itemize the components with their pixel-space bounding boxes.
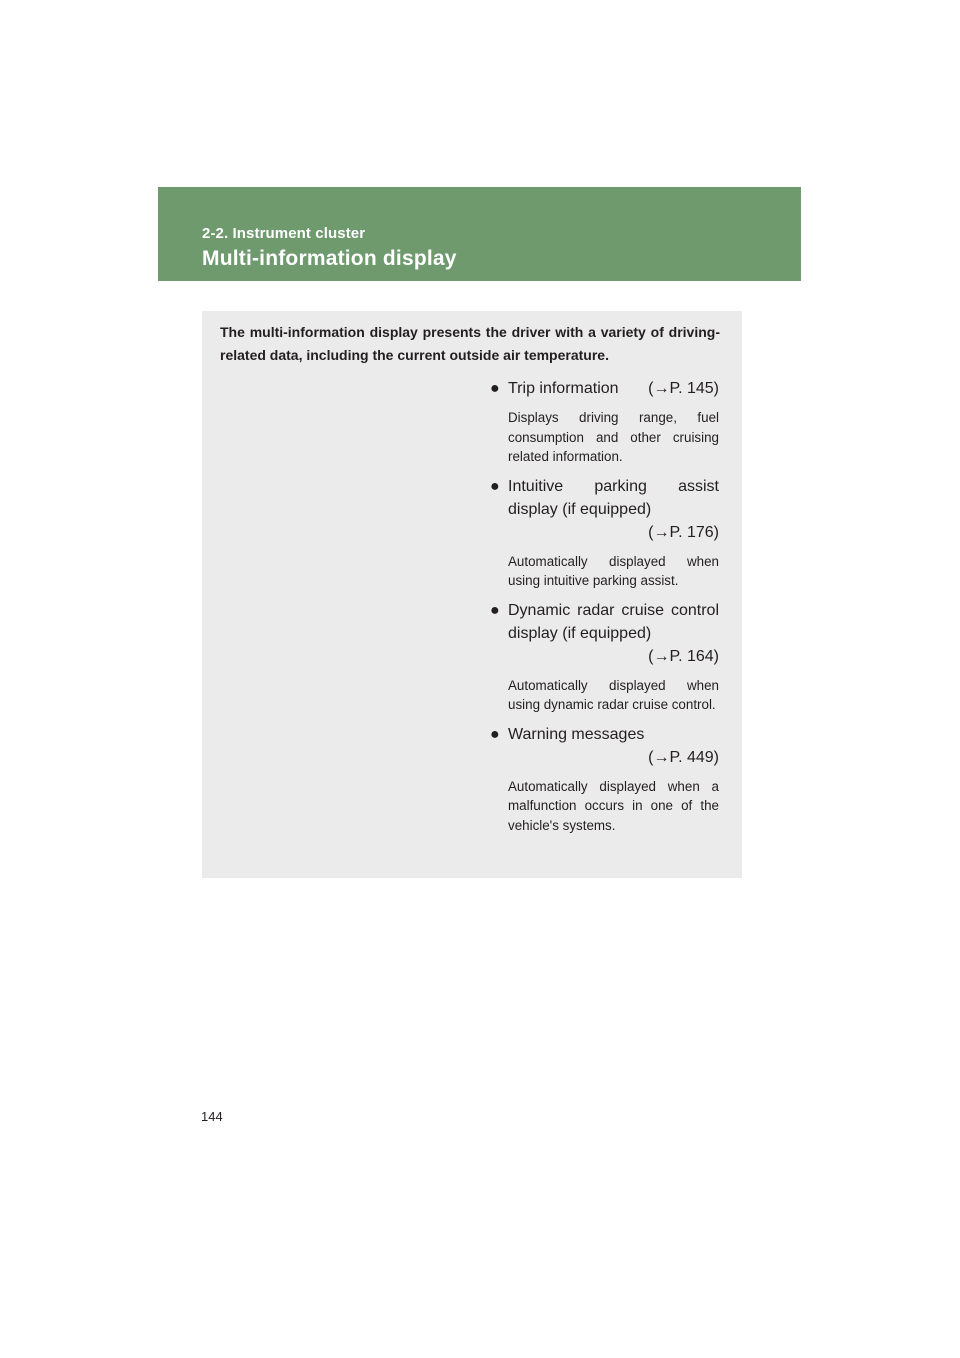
- item-label: Dynamic radar cruise control display (if equipped): [508, 601, 719, 642]
- item-label: Warning messages: [508, 725, 645, 743]
- page-reference-link[interactable]: (→P. 145): [648, 380, 719, 397]
- item-description: Displays driving range, fuel consumption and other cruising related information.: [508, 410, 719, 464]
- bullet-icon: ●: [490, 725, 500, 743]
- page-reference-link[interactable]: (→P. 164): [648, 647, 719, 665]
- page-reference-link[interactable]: (→P. 449): [648, 748, 719, 766]
- info-panel: [202, 311, 742, 878]
- section-label: 2-2. Instrument cluster: [202, 225, 366, 242]
- item-description: Automatically displayed when a malfunction occurs in one of the vehicle's systems.: [508, 778, 719, 833]
- item-label: Intuitive parking assist display (if equipped): [508, 477, 719, 518]
- bullet-icon: ●: [490, 477, 500, 495]
- list-item: [490, 475, 719, 591]
- list-item: [490, 377, 719, 467]
- list-item: [490, 723, 719, 836]
- feature-list: [490, 377, 719, 843]
- bullet-icon: ●: [490, 380, 500, 397]
- bullet-icon: ●: [490, 601, 500, 619]
- list-item: [490, 599, 719, 715]
- page-number: 144: [201, 1109, 223, 1124]
- item-description: Automatically displayed when using dynamic radar cruise control.: [508, 677, 719, 712]
- intro-text: The multi-information display presents the driver with a variety of driving-related data, including the current outside air temperature.: [220, 324, 720, 363]
- item-description: Automatically displayed when using intuitive parking assist.: [508, 553, 719, 588]
- page-reference-link[interactable]: (→P. 176): [648, 523, 719, 541]
- section-header: [158, 187, 801, 281]
- page-title: Multi-information display: [202, 247, 457, 270]
- item-label: Trip information: [508, 380, 619, 397]
